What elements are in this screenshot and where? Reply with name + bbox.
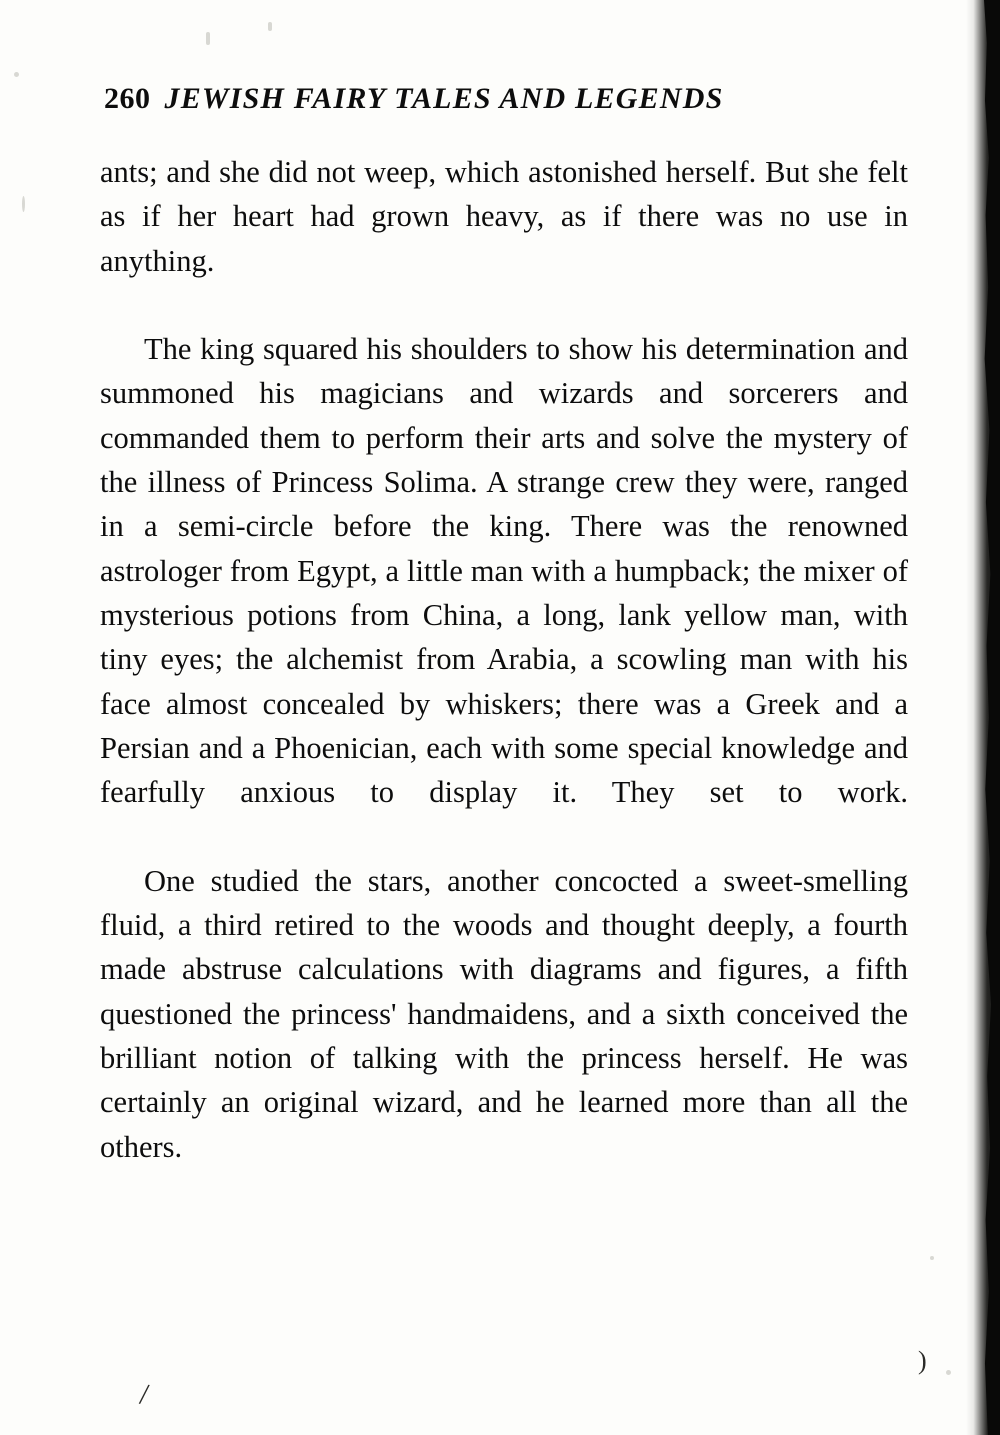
paragraph: One studied the stars, another concocted a sweet-smelling fluid, a third retired to the woods and thought deeply, a fourth made abstruse calculations with diagrams and figures, a fifth questioned the princess' handmaidens, and a sixth conceived the brilliant notion of talking with the princess herself. He was certainly an original wizard, and he learned more than all the others. bbox=[100, 863, 908, 1164]
page-body bbox=[100, 150, 908, 1213]
scan-speck bbox=[14, 72, 19, 77]
page-header bbox=[104, 82, 904, 116]
stray-slash-mark: / bbox=[137, 1377, 151, 1412]
folio-number: 260 bbox=[104, 82, 151, 115]
running-title: JEWISH FAIRY TALES AND LEGENDS bbox=[164, 82, 724, 115]
stray-tick-mark: ) bbox=[918, 1346, 927, 1375]
scan-speck bbox=[22, 196, 25, 212]
scan-speck bbox=[946, 1370, 951, 1375]
paragraph: The king squared his shoulders to show his determination and summoned his magicians and wizards and sorcerers and commanded them to perform their arts and solve the mystery of the illness of Princess Solima. A strange crew they were, ranged in a semi-circle before the king. There was the renowned astrologer from Egypt, a little man with a humpback; the mixer of mysterious potions from China, a long, lank yellow man, with tiny eyes; the alchemist from Arabia, a scowling man with his face almost concealed by whiskers; there was a Greek and a Persian and a Phoenician, each with some special knowledge and fearfully anxious to display it. They set to work. bbox=[100, 332, 908, 810]
scan-speck bbox=[206, 32, 210, 45]
scan-speck bbox=[930, 1256, 934, 1260]
paragraph: ants; and she did not weep, which astonished herself. But she felt as if her heart had grown heavy, as if there was no use in anything. bbox=[100, 155, 908, 278]
scan-speck bbox=[268, 22, 272, 31]
